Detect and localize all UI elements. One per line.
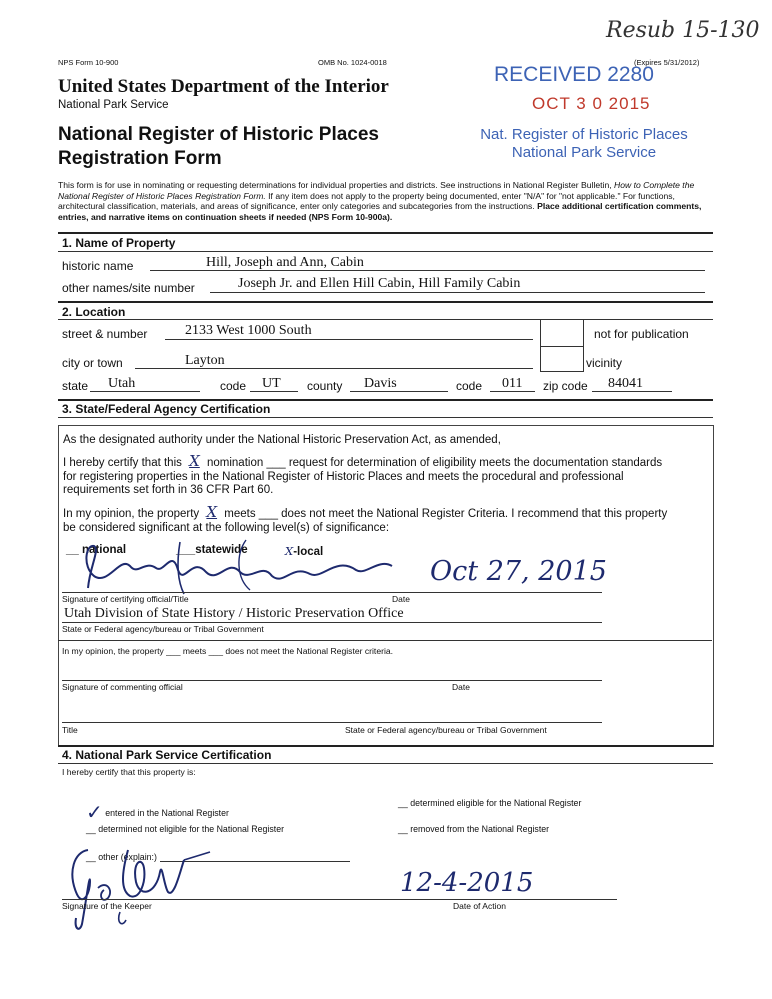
instructions-italic: How to Complete the National Register of Historic Places Registration Form. (58, 180, 695, 201)
keeper-intro: I hereby certify that this property is: (62, 767, 196, 777)
section3-top-rule (58, 399, 713, 401)
level-local-x-mark: X (285, 544, 294, 558)
level-statewide-label: statewide (195, 544, 248, 556)
meets-x-mark[interactable]: X (206, 503, 218, 521)
street-field[interactable]: 2133 West 1000 South (165, 323, 533, 340)
option-determined-eligible-label: determined eligible for the National Register (410, 798, 582, 808)
section1-top-rule (58, 232, 713, 234)
section4-top-rule (58, 745, 713, 747)
received-stamp-org-line1: Nat. Register of Historic Places (480, 126, 688, 143)
instructions (58, 180, 713, 222)
level-national-label: national (82, 544, 127, 556)
option-entered[interactable] (86, 797, 229, 824)
comment-divider (58, 640, 712, 641)
signature-line (62, 592, 602, 593)
section3-heading: 3. State/Federal Agency Certification (62, 402, 271, 416)
opinion-paragraph (63, 503, 703, 535)
nomination-x-mark[interactable]: X (189, 452, 200, 470)
vicinity-checkbox[interactable] (540, 346, 584, 372)
instructions-text-1: This form is for use in nominating or requesting determinations for individual properties and districts. See instructions in National Register Bulletin, (58, 180, 612, 190)
vicinity-label: vicinity (586, 356, 623, 370)
other-names-field[interactable]: Joseph Jr. and Ellen Hill Cabin, Hill Family Cabin (210, 276, 705, 293)
comment-signature-label: Signature of commenting official (62, 682, 183, 692)
certify-paragraph (63, 452, 703, 498)
county-code-label: code (456, 379, 483, 393)
section2-top-rule (58, 301, 713, 303)
office-label: State or Federal agency/bureau or Tribal Government (62, 624, 264, 634)
agency-name: National Park Service (58, 99, 169, 111)
certify-text-a: I hereby certify that this (63, 457, 182, 469)
comment-signature-line (62, 680, 602, 681)
not-for-publication-label: not for publication (594, 327, 689, 341)
city-label: city or town (62, 356, 123, 370)
comment-opinion: In my opinion, the property ___ meets ___ does not meet the National Register criteria. (62, 646, 394, 656)
comment-date-label: Date (452, 682, 470, 692)
state-code-field[interactable]: UT (250, 376, 298, 392)
opinion-text-a: In my opinion, the property (63, 508, 200, 520)
not-for-publication-checkbox[interactable] (540, 319, 584, 347)
option-determined-eligible[interactable]: __ determined eligible for the National Register (398, 798, 582, 808)
signature-date-label: Date (392, 594, 410, 604)
entered-check-mark: ✓ (86, 800, 103, 824)
opinion-text-c: be considered significant at the following level(s) of significance: (63, 521, 390, 534)
opinion-text-b: meets ___ does not meet the National Register Criteria. I recommend that this property (224, 508, 668, 520)
authority-statement: As the designated authority under the National Historic Preservation Act, as amended, (63, 434, 501, 446)
form-title-line2: Registration Form (58, 148, 222, 169)
county-code-field[interactable]: 011 (490, 376, 535, 392)
title-line (62, 722, 602, 723)
state-label: state (62, 379, 89, 393)
keeper-signature-line (62, 899, 617, 900)
option-not-eligible[interactable]: __ determined not eligible for the National Register (86, 824, 285, 834)
signature-label: Signature of certifying official/Title (62, 594, 189, 604)
certifying-date-handwritten: Oct 27, 2015 (430, 556, 607, 587)
received-stamp-org-line2: National Park Service (511, 144, 657, 161)
level-local-label: local (297, 546, 324, 558)
certify-text-c: for registering properties in the National Register of Historic Places and meets the procedural and professional (63, 470, 624, 483)
form-number: NPS Form 10-900 (58, 58, 119, 67)
keeper-signature (60, 842, 230, 934)
omb-number: OMB No. 1024-0018 (318, 58, 387, 67)
state-code-label: code (220, 379, 247, 393)
action-date-label: Date of Action (453, 901, 506, 911)
option-other-label: other (explain:) (98, 852, 157, 862)
zip-label: zip code (543, 379, 588, 393)
title-label: Title (62, 725, 78, 735)
certifying-signature (60, 536, 420, 598)
section4-heading: 4. National Park Service Certification (62, 748, 272, 762)
expires-date: (Expires 5/31/2012) (634, 58, 700, 67)
section1-bottom-rule (58, 251, 713, 252)
option-entered-label: entered in the National Register (105, 808, 229, 818)
section2-bottom-rule (58, 319, 713, 320)
level-national[interactable]: __ national (66, 544, 127, 556)
section4-bottom-rule (58, 763, 713, 764)
street-label: street & number (62, 327, 148, 341)
zip-field[interactable]: 84041 (592, 376, 672, 392)
county-label: county (307, 379, 343, 393)
certify-text-d: requirements set forth in 36 CFR Part 60. (63, 484, 274, 496)
handwritten-resub-note: Resub 15-130 (606, 18, 760, 43)
city-field[interactable]: Layton (135, 353, 533, 369)
option-not-eligible-label: determined not eligible for the National Register (98, 824, 285, 834)
other-names-label: other names/site number (62, 281, 195, 295)
historic-name-label: historic name (62, 259, 134, 273)
option-other[interactable]: __ other (explain:) (86, 852, 157, 862)
form-title-line1: National Register of Historic Places (58, 124, 379, 145)
state-field[interactable]: Utah (90, 376, 200, 392)
section1-heading: 1. Name of Property (62, 236, 176, 250)
county-field[interactable]: Davis (350, 376, 448, 392)
keeper-label: Signature of the Keeper (62, 901, 152, 911)
section3-bottom-rule (58, 417, 713, 418)
instructions-bold: Place additional certification comments, entries, and narrative items on continuation sheets if needed (NPS Form 10-900a). (58, 201, 702, 222)
option-removed-label: removed from the National Register (410, 824, 550, 834)
option-removed[interactable]: __ removed from the National Register (398, 824, 550, 834)
historic-name-field[interactable]: Hill, Joseph and Ann, Cabin (150, 255, 705, 271)
instructions-text-2: If any item does not apply to the property being documented, enter "N/A" for "not applicable." For functions, architectural classification, materials, and areas of significance, enter only categories and subcategories from the instructions. (58, 190, 675, 211)
received-stamp-date: OCT 3 0 2015 (532, 94, 651, 113)
office-line (62, 622, 602, 623)
received-stamp-text: RECEIVED 2280 (494, 63, 654, 86)
section2-heading: 2. Location (62, 305, 126, 319)
level-statewide[interactable]: ___statewide (176, 544, 248, 556)
office-field[interactable]: Utah Division of State History / Historic Preservation Office (64, 606, 404, 621)
agency-label: State or Federal agency/bureau or Tribal Government (345, 725, 547, 735)
action-date-handwritten: 12-4-2015 (400, 868, 534, 898)
certify-text-b: nomination ___ request for determination of eligibility meets the documentation standards (206, 457, 663, 469)
level-local[interactable]: X-local (285, 544, 324, 558)
department-name: United States Department of the Interior (58, 76, 389, 97)
